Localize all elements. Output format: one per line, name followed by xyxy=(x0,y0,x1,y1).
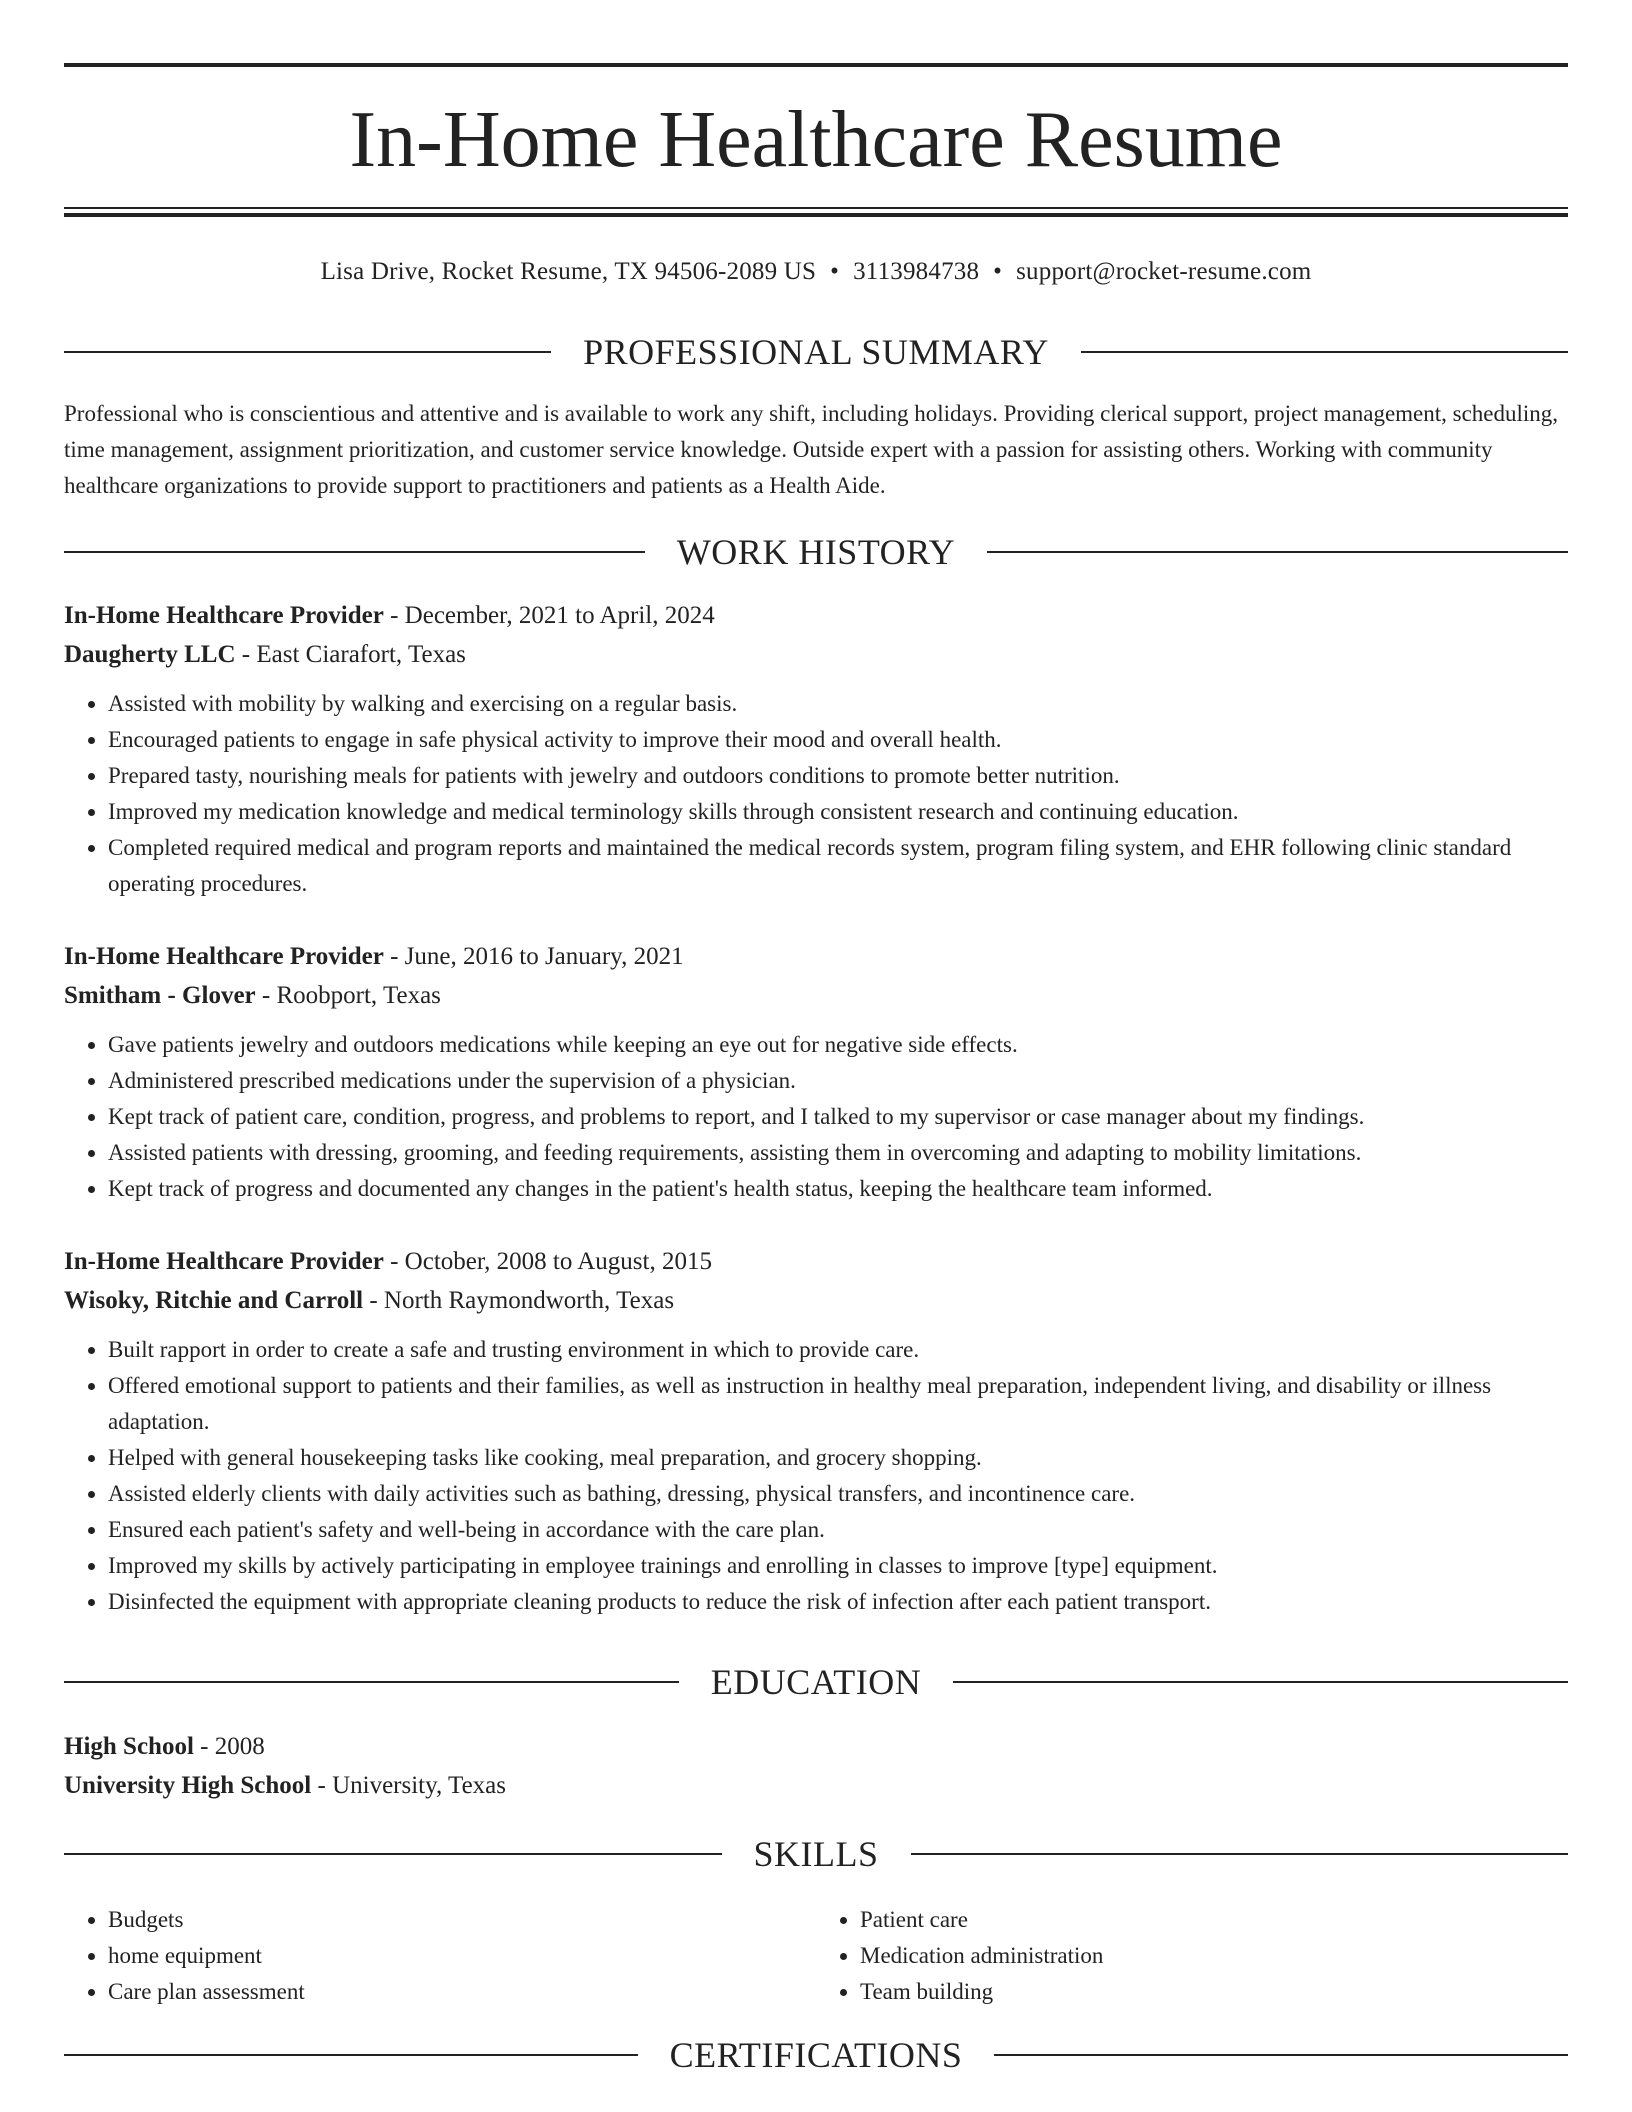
contact-separator: • xyxy=(993,258,1003,285)
job-company-line xyxy=(64,1281,1568,1320)
skill-item: • Budgets xyxy=(108,1902,816,1938)
job-dates: - October, 2008 to August, 2015 xyxy=(383,1248,712,1275)
top-rule xyxy=(64,63,1568,67)
job-dates: - December, 2021 to April, 2024 xyxy=(383,602,715,629)
section-header-education xyxy=(64,1660,1568,1704)
skills-list xyxy=(64,1902,1568,2010)
job-company-line xyxy=(64,976,1568,1015)
section-rule xyxy=(64,1853,722,1855)
job-entry xyxy=(64,937,1568,1207)
list-item: • Assisted elderly clients with daily activities such as bathing, dressing, physical transfers, and incontinence care. xyxy=(108,1476,1568,1512)
section-rule xyxy=(64,351,551,353)
list-item: • Disinfected the equipment with appropriate cleaning products to reduce the risk of infection after each patient transport. xyxy=(108,1584,1568,1620)
education-year: - 2008 xyxy=(193,1733,265,1760)
list-item: • Assisted with mobility by walking and exercising on a regular basis. xyxy=(108,686,1568,722)
contact-line xyxy=(64,255,1568,289)
list-item: • Helped with general housekeeping tasks like cooking, meal preparation, and grocery shopping. xyxy=(108,1440,1568,1476)
contact-phone: 3113984738 xyxy=(853,258,980,285)
job-location: - North Raymondworth, Texas xyxy=(363,1287,675,1314)
job-title: In-Home Healthcare Provider xyxy=(64,602,384,629)
section-rule xyxy=(953,1681,1568,1683)
list-item: • Administered prescribed medications under the supervision of a physician. xyxy=(108,1063,1568,1099)
list-item: • Built rapport in order to create a safe and trusting environment in which to provide care. xyxy=(108,1332,1568,1368)
section-title: WORK HISTORY xyxy=(676,532,956,572)
job-entry xyxy=(64,1242,1568,1620)
job-title: In-Home Healthcare Provider xyxy=(64,1248,384,1275)
resume-title: In-Home Healthcare Resume xyxy=(349,96,1283,184)
job-bullets xyxy=(64,1332,1568,1620)
job-bullets xyxy=(64,686,1568,902)
skill-item: • Patient care xyxy=(860,1902,1568,1938)
list-item: • Kept track of progress and documented any changes in the patient's health status, keeping the healthcare team informed. xyxy=(108,1171,1568,1207)
section-rule xyxy=(1081,351,1568,353)
education-school: University High School xyxy=(64,1772,312,1799)
education-degree-line xyxy=(64,1727,1568,1766)
section-header-summary xyxy=(64,330,1568,374)
list-item: • Offered emotional support to patients and their families, as well as instruction in healthy meal preparation, independent living, and disability or illness adaptation. xyxy=(108,1368,1568,1440)
section-title: PROFESSIONAL SUMMARY xyxy=(583,332,1049,372)
section-rule xyxy=(994,2054,1568,2056)
list-item: • Gave patients jewelry and outdoors medications while keeping an eye out for negative side effects. xyxy=(108,1027,1568,1063)
job-company-line xyxy=(64,635,1568,674)
section-rule xyxy=(911,1853,1569,1855)
section-rule xyxy=(64,1681,679,1683)
skills-column-right xyxy=(816,1902,1568,2010)
job-title-line xyxy=(64,1242,1568,1281)
list-item: • Prepared tasty, nourishing meals for patients with jewelry and outdoors conditions to promote better nutrition. xyxy=(108,758,1568,794)
education-school-line xyxy=(64,1766,1568,1805)
list-item: • Ensured each patient's safety and well-being in accordance with the care plan. xyxy=(108,1512,1568,1548)
section-header-certifications xyxy=(64,2033,1568,2077)
job-company: Wisoky, Ritchie and Carroll xyxy=(64,1287,364,1314)
section-title: EDUCATION xyxy=(710,1662,922,1702)
contact-email: support@rocket-resume.com xyxy=(1016,258,1312,285)
education-location: - University, Texas xyxy=(311,1772,506,1799)
title-double-rule xyxy=(64,207,1568,217)
summary-text: Professional who is conscientious and attentive and is available to work any shift, including holidays. Providing clerical support, project management, scheduling, time management, assignment prioritization, and customer service knowledge. Outside expert with a passion for assisting others. Working with community healthcare organizations to provide support to practitioners and patients as a Health Aide. xyxy=(64,401,1559,498)
section-title: SKILLS xyxy=(753,1834,879,1874)
skill-item: • Team building xyxy=(860,1974,1568,2010)
section-rule xyxy=(64,551,645,553)
job-dates: - June, 2016 to January, 2021 xyxy=(383,943,684,970)
section-rule xyxy=(987,551,1568,553)
list-item: • Completed required medical and program reports and maintained the medical records system, program filing system, and EHR following clinic standard operating procedures. xyxy=(108,830,1568,902)
skills-column-left xyxy=(64,1902,816,2010)
skill-item: • Care plan assessment xyxy=(108,1974,816,2010)
job-bullets xyxy=(64,1027,1568,1207)
job-title-line xyxy=(64,937,1568,976)
contact-separator: • xyxy=(830,258,840,285)
section-title: CERTIFICATIONS xyxy=(669,2035,963,2075)
list-item: • Encouraged patients to engage in safe physical activity to improve their mood and overall health. xyxy=(108,722,1568,758)
job-entry xyxy=(64,596,1568,902)
job-title-line xyxy=(64,596,1568,635)
list-item: • Assisted patients with dressing, grooming, and feeding requirements, assisting them in overcoming and adapting to mobility limitations. xyxy=(108,1135,1568,1171)
job-company: Daugherty LLC xyxy=(64,641,236,668)
job-location: - Roobport, Texas xyxy=(255,982,441,1009)
skill-item: • home equipment xyxy=(108,1938,816,1974)
list-item: • Improved my medication knowledge and medical terminology skills through consistent research and continuing education. xyxy=(108,794,1568,830)
skill-item: • Medication administration xyxy=(860,1938,1568,1974)
contact-address: Lisa Drive, Rocket Resume, TX 94506-2089 US xyxy=(320,258,817,285)
section-header-skills xyxy=(64,1832,1568,1876)
education-entry xyxy=(64,1727,1568,1805)
job-company: Smitham - Glover xyxy=(64,982,256,1009)
list-item: • Improved my skills by actively participating in employee trainings and enrolling in classes to improve [type] equipment. xyxy=(108,1548,1568,1584)
list-item: • Kept track of patient care, condition, progress, and problems to report, and I talked to my supervisor or case manager about my findings. xyxy=(108,1099,1568,1135)
job-title: In-Home Healthcare Provider xyxy=(64,943,384,970)
section-header-work xyxy=(64,530,1568,574)
section-rule xyxy=(64,2054,638,2056)
job-location: - East Ciarafort, Texas xyxy=(235,641,466,668)
education-degree: High School xyxy=(64,1733,194,1760)
